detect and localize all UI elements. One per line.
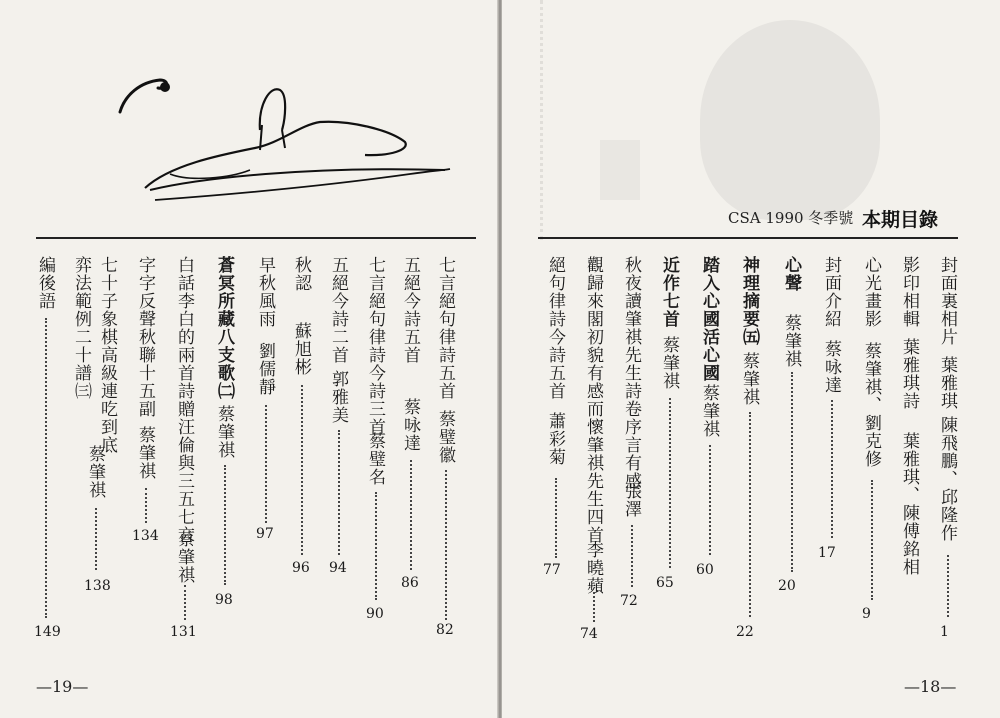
entry-page: 9 (862, 606, 871, 622)
entry-author: 蔡肇祺 (699, 384, 719, 438)
entry-author: 葉雅琪詩 (899, 338, 919, 410)
entry-title: 踏入心國活心國 (699, 256, 719, 382)
leader-dots (45, 318, 47, 618)
entry-author: 蕭彩菊 (545, 412, 565, 466)
page-19 (0, 0, 498, 718)
leader-dots (145, 488, 147, 523)
leader-dots (947, 555, 949, 617)
entry-author: 蔡肇祺 (135, 426, 155, 480)
entry-title: 秋夜讀肇祺先生詩卷序言有感 (621, 256, 641, 490)
entry-author: 蔡肇祺、劉克修 (861, 342, 881, 468)
entry-credit: 葉雅琪、陳傅銘相 (899, 432, 919, 576)
leader-dots (265, 405, 267, 523)
entry-title: 秋認 (291, 256, 311, 292)
entry-author: 蔡肇祺 (659, 336, 679, 390)
entry-title: 近作七首 (659, 256, 679, 328)
entry-page: 72 (620, 593, 638, 609)
header-rule (36, 237, 476, 239)
leader-dots (184, 585, 186, 620)
leader-dots (375, 492, 377, 600)
entry-page: 20 (778, 578, 796, 594)
leader-dots (224, 465, 226, 585)
entry-page: 86 (401, 575, 419, 591)
entry-title: 影印相輯 (899, 256, 919, 328)
entry-page: 65 (656, 575, 674, 591)
entry-page: 90 (366, 606, 384, 622)
entry-author: 蘇旭彬 (291, 322, 311, 376)
entry-page: 94 (329, 560, 347, 576)
entry-title: 封面裏相片 (937, 256, 957, 346)
entry-title: 五絕今詩五首 (400, 256, 420, 364)
leader-dots (831, 400, 833, 538)
leader-dots (301, 385, 303, 555)
entry-author: 李曉蘋 (583, 541, 603, 595)
entry-page: 17 (818, 545, 836, 561)
entry-title: 神理摘要㈤ (739, 256, 759, 346)
entry-page: 82 (436, 622, 454, 638)
entry-title-line-2: 弈法範例二十譜㈢ (71, 256, 91, 400)
page-number: —18— (904, 677, 957, 696)
entry-author: 蔡肇祺 (781, 314, 801, 368)
entry-author: 葉雅琪 (937, 356, 957, 410)
entry-title: 五絕今詩二首 (328, 256, 348, 364)
entry-page: 149 (34, 624, 61, 640)
entry-author: 郭雅美 (328, 370, 348, 424)
entry-page: 22 (736, 624, 754, 640)
entry-page: 131 (170, 624, 197, 640)
entry-author: 蔡肇祺 (739, 352, 759, 406)
leader-dots (669, 398, 671, 568)
leader-dots (95, 508, 97, 570)
entry-title: 心聲 (781, 256, 801, 292)
leader-dots (791, 372, 793, 572)
entry-page: 138 (84, 578, 111, 594)
leader-dots (445, 470, 447, 620)
issue-label: CSA 1990 冬季號 (728, 209, 854, 227)
entry-page: 98 (215, 592, 233, 608)
entry-title: 觀歸來閣初貌有感而懷肇祺先生四首 (583, 256, 603, 544)
leader-dots (749, 412, 751, 617)
entry-author: 蔡璧徽 (435, 410, 455, 464)
leader-dots (410, 460, 412, 570)
entry-page: 74 (580, 626, 598, 642)
leader-dots (555, 478, 557, 558)
entry-page: 77 (543, 562, 561, 578)
entry-page: 96 (292, 560, 310, 576)
entry-author: 蔡咏達 (400, 398, 420, 452)
show-through-dots (540, 0, 563, 240)
entry-page: 1 (940, 624, 949, 640)
entry-title: 封面介紹 (821, 256, 841, 328)
entry-page: 97 (256, 526, 274, 542)
header-rule (538, 237, 958, 239)
entry-title: 七言絕句律詩五首 (435, 256, 455, 400)
entry-title: 編後語 (35, 256, 55, 310)
entry-title: 白話李白的兩首詩贈汪倫與三五七言 (174, 256, 194, 544)
entry-author: 劉儒靜 (255, 342, 275, 396)
page-title: 本期目錄 (862, 209, 939, 231)
leader-dots (631, 525, 633, 587)
entry-page: 60 (696, 562, 714, 578)
entry-title: 早秋風雨 (255, 256, 275, 328)
leader-dots (338, 430, 340, 555)
page-number: —19— (36, 677, 89, 696)
entry-author: 蔡璧名 (365, 432, 385, 486)
entry-author: 蔡肇祺 (174, 530, 194, 584)
leader-dots (871, 480, 873, 600)
entry-page: 134 (132, 528, 159, 544)
entry-title: 心光畫影 (861, 256, 881, 328)
entry-title: 字字反聲秋聯十五副 (135, 256, 155, 418)
leader-dots (593, 592, 595, 622)
show-through-mark (600, 140, 640, 200)
entry-author: 蔡肇祺 (85, 445, 105, 499)
entry-author: 張澤 (621, 482, 641, 518)
entry-title: 絕句律詩今詩五首 (545, 256, 565, 400)
show-through-shadow (700, 20, 880, 220)
leader-dots (709, 445, 711, 555)
entry-title: 蒼冥所藏八支歌㈡ (214, 256, 234, 400)
entry-author: 蔡肇祺 (214, 405, 234, 459)
ink-sketch-illustration (110, 70, 470, 210)
entry-credit: 陳飛鵬、邱隆作 (937, 416, 957, 542)
entry-title: 七言絕句律詩今詩三首 (365, 256, 385, 436)
entry-title: 七十子象棋高級連吃到底 (97, 256, 117, 454)
entry-author: 蔡咏達 (821, 340, 841, 394)
